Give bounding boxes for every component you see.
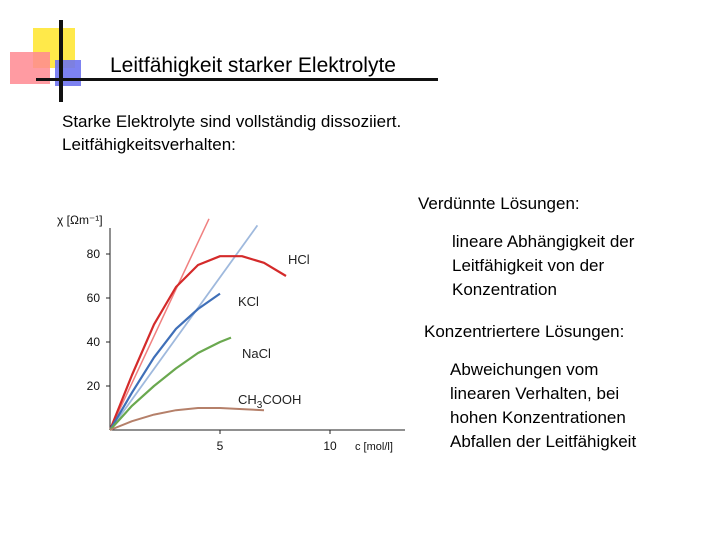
dilute-line: Konzentration	[452, 280, 557, 299]
intro-line: Leitfähigkeitsverhalten:	[62, 135, 236, 154]
x-axis-label: c [mol/l]	[355, 441, 393, 453]
concentrated-line: Abfallen der Leitfähigkeit	[450, 432, 637, 451]
intro-line: Starke Elektrolyte sind vollständig dissoziiert.	[62, 112, 402, 131]
concentrated-line: Abweichungen vom	[450, 360, 599, 379]
y-tick-label: 80	[86, 247, 100, 261]
nacl-label: NaCl	[242, 346, 271, 361]
kcl-label: KCl	[238, 294, 259, 309]
dilute-line: Leitfähigkeit von der	[452, 256, 605, 275]
x-tick-label: 10	[323, 439, 337, 453]
title-underline	[36, 78, 438, 81]
decor-vertical-line	[59, 20, 63, 102]
y-tick-label: 20	[86, 379, 100, 393]
x-tick-label: 5	[216, 439, 224, 453]
y-tick-label: 40	[86, 335, 100, 349]
hcl-label: HCl	[288, 252, 310, 267]
dilute-heading: Verdünnte Lösungen:	[418, 194, 580, 213]
concentrated-line: hohen Konzentrationen	[450, 408, 626, 427]
dilute-line: lineare Abhängigkeit der	[452, 232, 635, 251]
concentrated-heading: Konzentriertere Lösungen:	[424, 322, 625, 341]
intro-text	[62, 110, 401, 156]
slide-title: Leitfähigkeit starker Elektrolyte	[110, 54, 396, 77]
conductivity-chart	[50, 200, 410, 465]
ch3cooh-label: $CH_3COOH$	[238, 392, 302, 411]
y-axis-label: χ [Ωm⁻¹]	[57, 213, 103, 227]
dilute-text	[452, 230, 634, 302]
concentrated-line: linearen Verhalten, bei	[450, 384, 620, 403]
hcl-ideal-line	[110, 219, 209, 430]
ch3cooh-series-line	[110, 408, 264, 430]
concentrated-text	[450, 358, 636, 454]
y-tick-label: 60	[86, 291, 100, 305]
